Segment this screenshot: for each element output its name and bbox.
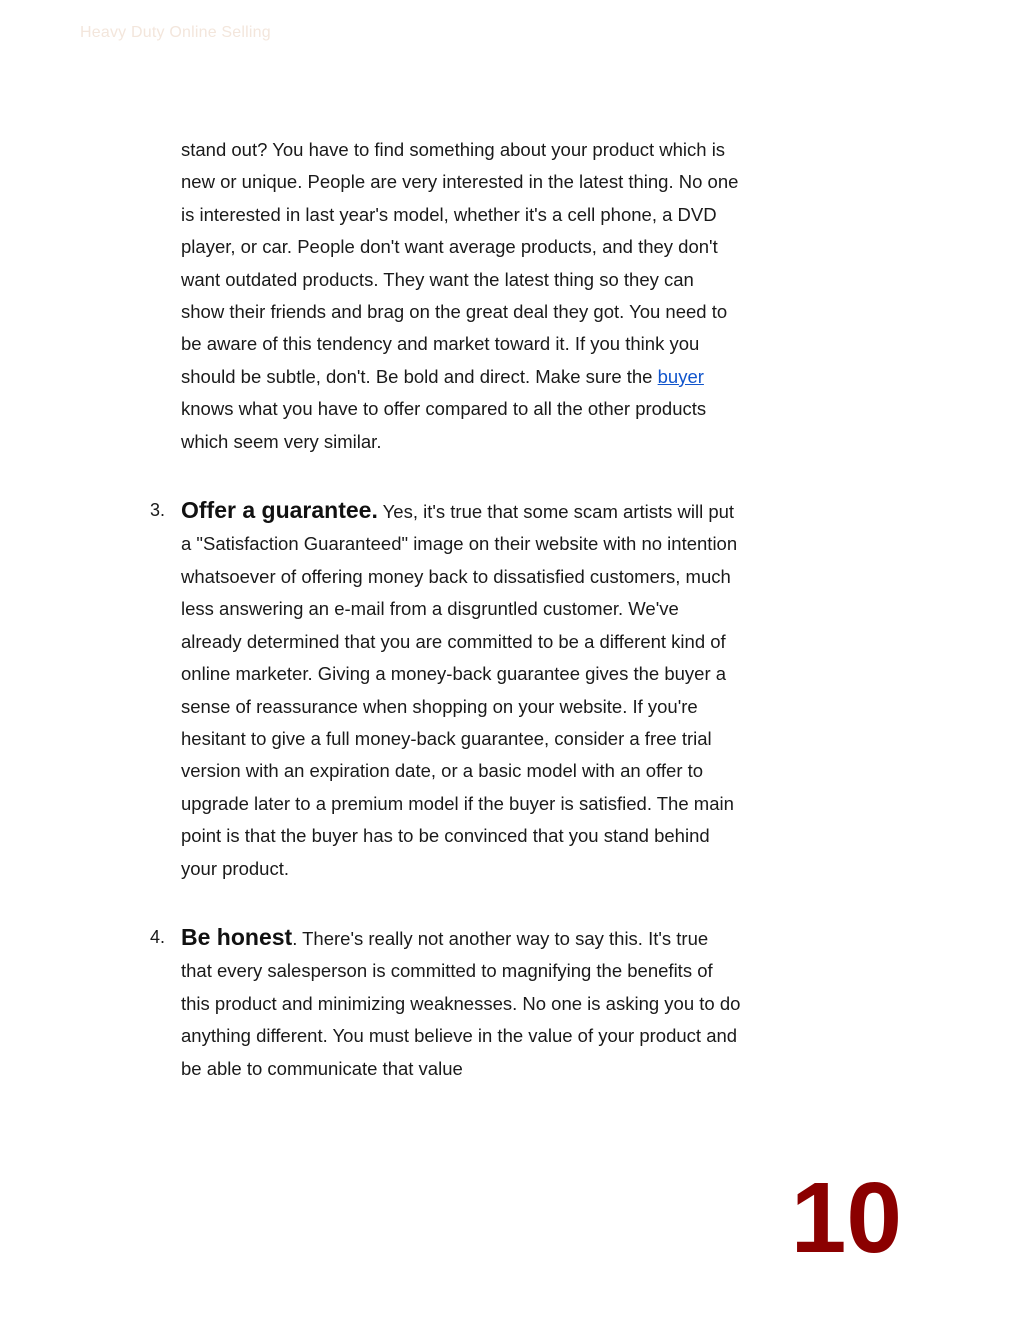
continued-paragraph <box>181 134 741 458</box>
list-item-title: Offer a guarantee. <box>181 497 378 524</box>
list-item-title: Be honest <box>181 923 293 950</box>
list-number: 4. <box>150 926 166 947</box>
list-item-body: Yes, it's true that some scam artists will put a "Satisfaction Guaranteed" image on their website with no intention whatsoever of offering money back to dissatisfied customers, much less answering an e-mail from a disgruntled customer. We've already determined that you are committed to be a different kind of online marketer. Giving a money-back guarantee gives the buyer a sense of reassurance when shopping on your website. If you're hesitant to give a full money-back guarantee, consider a free trial version with an expiration date, or a basic model with an offer to upgrade later to a premium model if the buyer is satisfied. The main point is that the buyer has to be convinced that you stand behind your product. <box>181 501 738 879</box>
list-item-body: . There's really not another way to say this. It's true that every salesperson is committed to magnifying the benefits of this product and minimizing weaknesses. No one is asking you to do anything different. You must believe in the value of your product and be able to communicate that value <box>181 927 741 1079</box>
list-number: 3. <box>150 500 166 521</box>
list-item-text <box>181 494 741 885</box>
page-body <box>150 134 741 1085</box>
list-item-honest <box>150 921 741 1085</box>
paragraph-text-after-link: knows what you have to offer compared to all the other products which seem very similar. <box>181 398 707 452</box>
buyer-link[interactable]: buyer <box>657 365 704 387</box>
running-header: Heavy Duty Online Selling <box>80 24 271 41</box>
list-item-text <box>181 921 741 1085</box>
page-number: 10 <box>790 1162 902 1274</box>
list-item-guarantee <box>150 494 741 885</box>
paragraph-text-before-link: stand out? You have to find something about your product which is new or unique. People are very interested in the latest thing. No one is interested in last year's model, whether it's a cell phone, a DVD player, or car. People don't want average products, and they don't want outdated products. They want the latest thing so they can show their friends and brag on the great deal they got. You need to be aware of this tendency and market toward it. If you think you should be subtle, don't. Be bold and direct. Make sure the <box>181 139 739 387</box>
